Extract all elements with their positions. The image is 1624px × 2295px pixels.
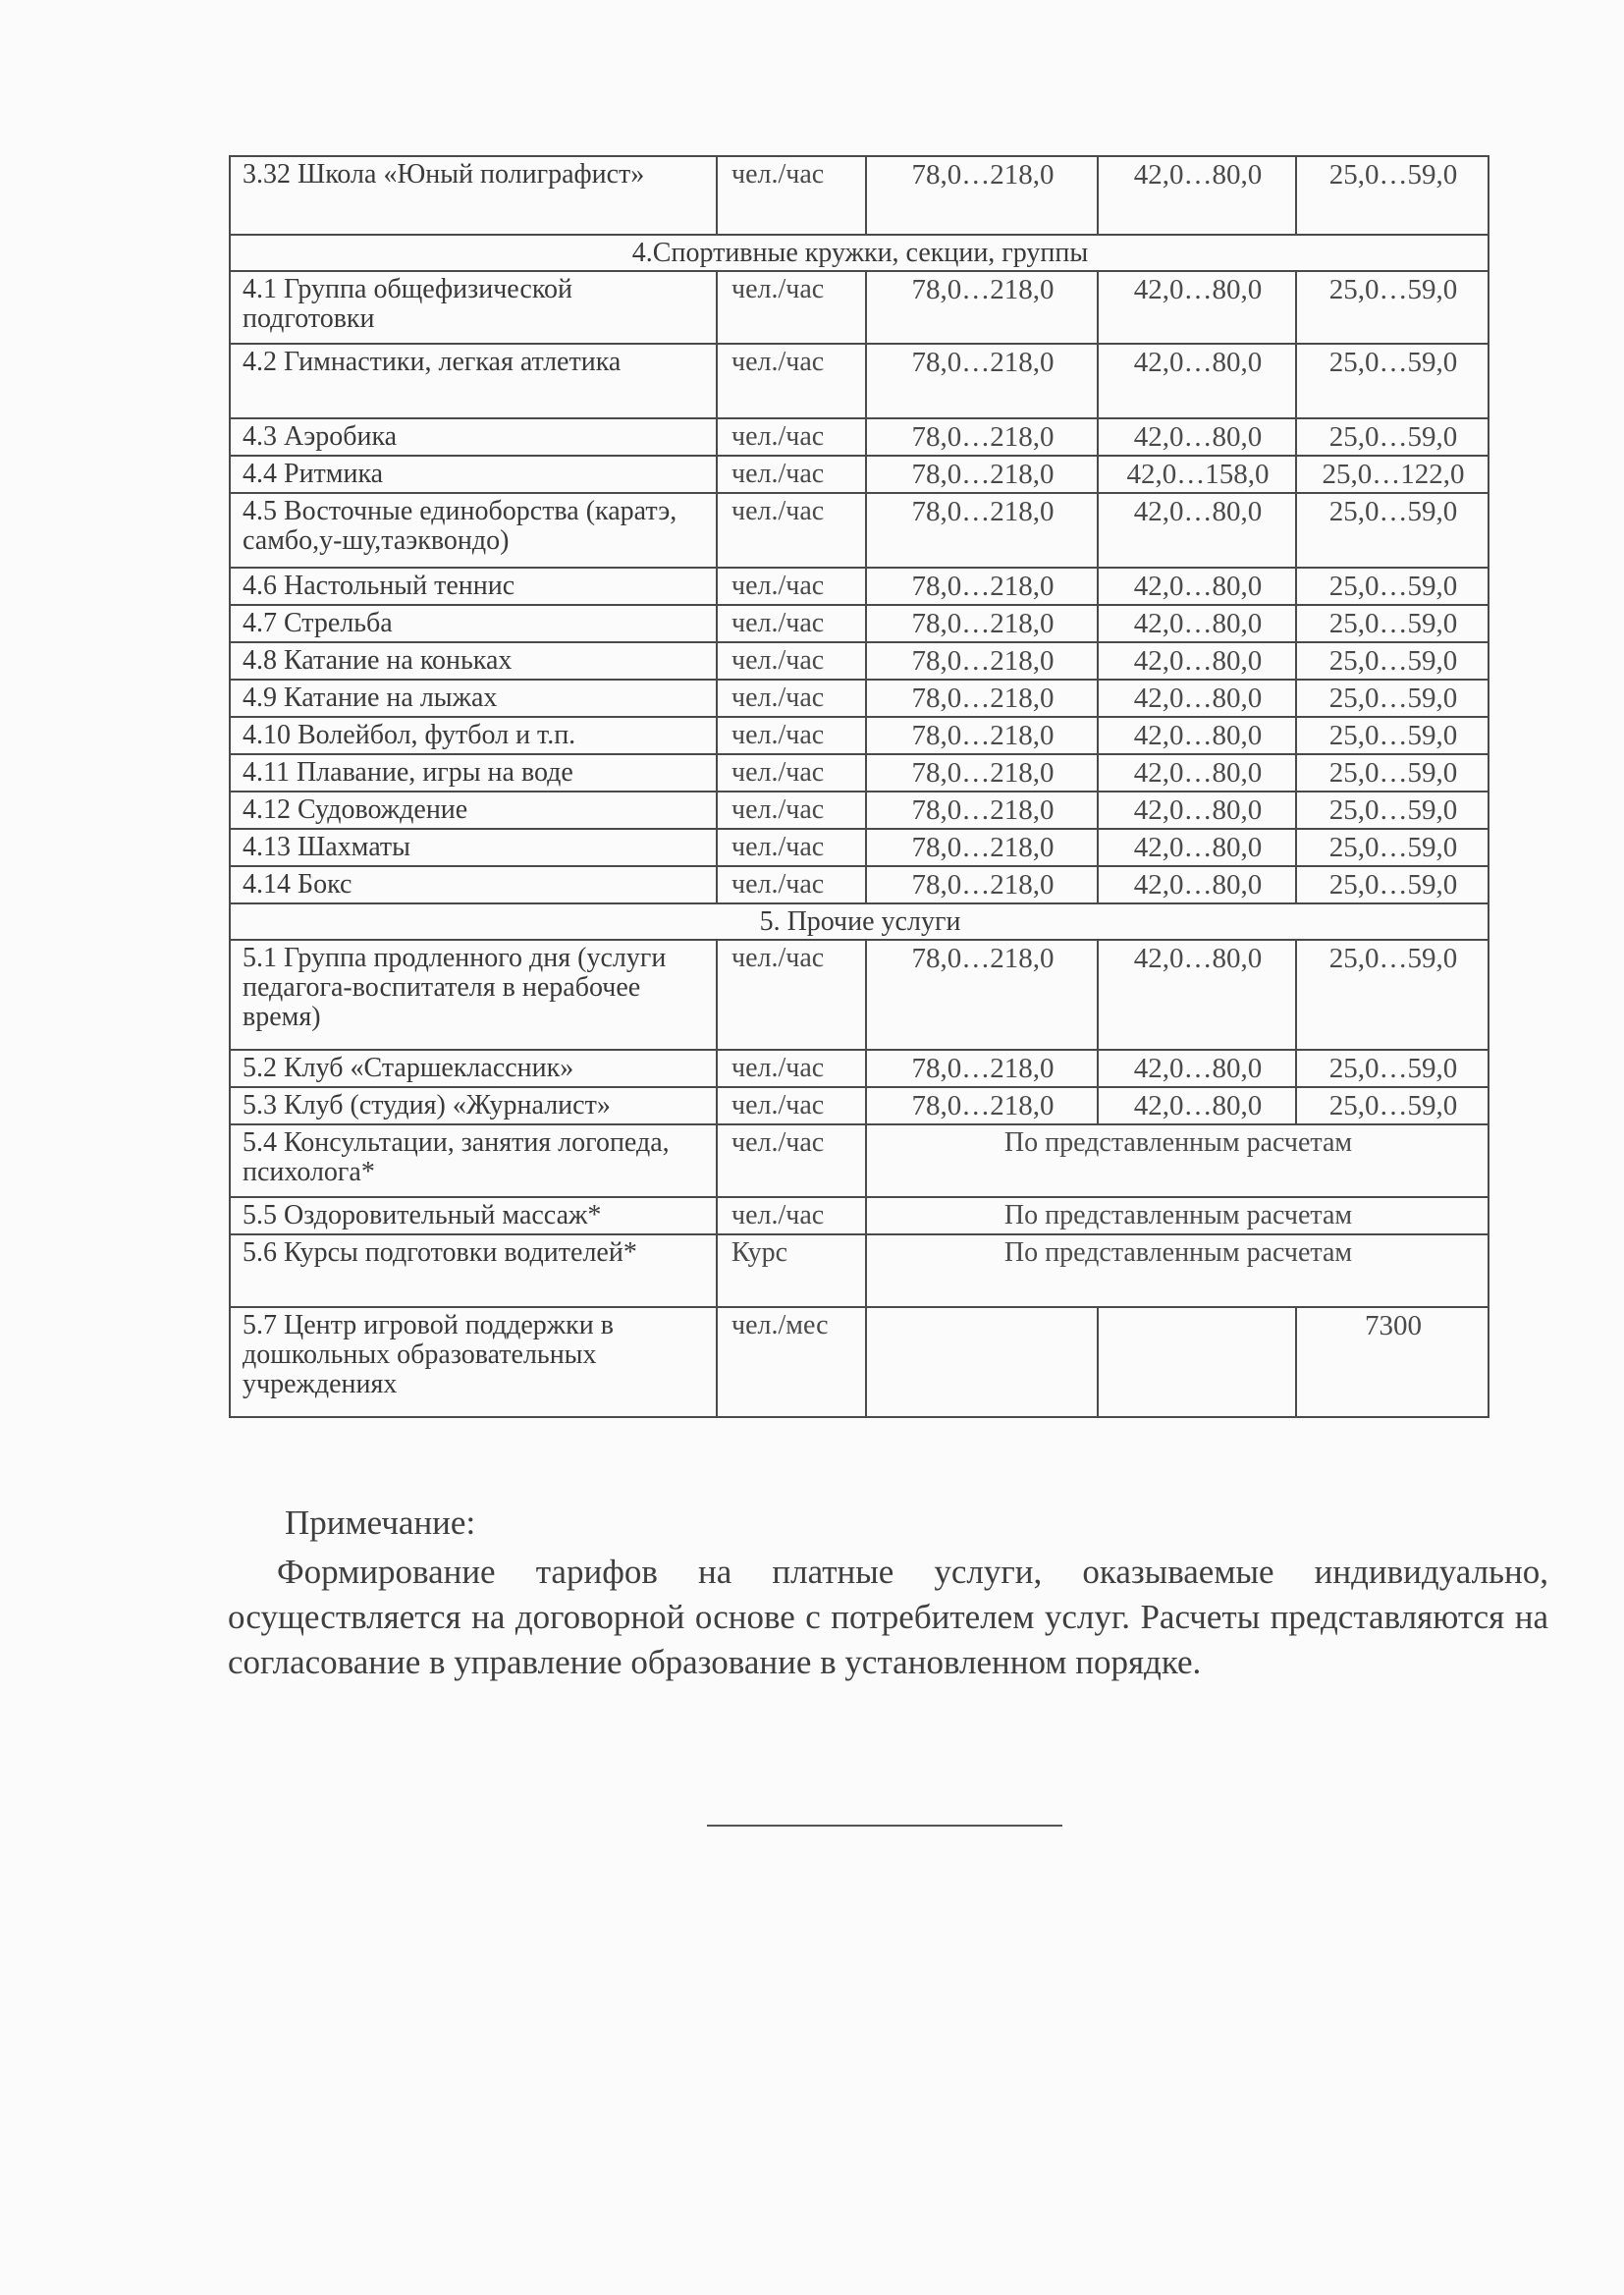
service-name: 4.13 Шахматы (230, 829, 717, 866)
service-name: 3.32 Школа «Юный полиграфист» (230, 156, 717, 235)
tariff-cell: 78,0…218,0 (866, 271, 1098, 344)
unit-cell: чел./час (717, 680, 866, 717)
unit-cell: чел./час (717, 344, 866, 418)
tariff-cell: 42,0…80,0 (1098, 717, 1296, 754)
tariff-cell: 42,0…80,0 (1098, 271, 1296, 344)
tariff-cell: 25,0…122,0 (1296, 456, 1489, 493)
note-text: Формирование тарифов на платные услуги, оказываемые индивидуально, осуществляется на договорной основе с потребителем услуг. Расчеты представляются на согласование в управление образование в установленном порядке. (228, 1553, 1548, 1681)
tariff-cell: 78,0…218,0 (866, 829, 1098, 866)
unit-cell: чел./час (717, 1087, 866, 1124)
service-name: 4.6 Настольный теннис (230, 568, 717, 605)
unit-cell: Курс (717, 1234, 866, 1307)
tariff-cell: 78,0…218,0 (866, 605, 1098, 642)
table-row (230, 456, 1489, 493)
tariff-cell: 25,0…59,0 (1296, 1050, 1489, 1087)
table-row (230, 1234, 1489, 1307)
tariff-table (229, 155, 1489, 1418)
tariff-cell: 25,0…59,0 (1296, 271, 1489, 344)
section-title: 4.Спортивные кружки, секции, группы (230, 235, 1489, 271)
tariff-cell: 25,0…59,0 (1296, 568, 1489, 605)
tariff-cell (1098, 1307, 1296, 1417)
table-row (230, 493, 1489, 568)
calc-note-cell: По представленным расчетам (866, 1197, 1489, 1234)
unit-cell: чел./час (717, 271, 866, 344)
unit-cell: чел./час (717, 1124, 866, 1197)
table-row (230, 1050, 1489, 1087)
table-row (230, 717, 1489, 754)
service-name: 5.3 Клуб (студия) «Журналист» (230, 1087, 717, 1124)
tariff-cell: 42,0…80,0 (1098, 568, 1296, 605)
signature-line (707, 1825, 1062, 1827)
tariff-cell: 25,0…59,0 (1296, 792, 1489, 829)
table-row (230, 1307, 1489, 1417)
table-row (230, 271, 1489, 344)
service-name: 4.10 Волейбол, футбол и т.п. (230, 717, 717, 754)
unit-cell: чел./час (717, 642, 866, 680)
table-row (230, 642, 1489, 680)
tariff-cell: 42,0…80,0 (1098, 1050, 1296, 1087)
table-row (230, 940, 1489, 1050)
service-name: 4.14 Бокс (230, 866, 717, 903)
table-row (230, 680, 1489, 717)
unit-cell: чел./час (717, 418, 866, 456)
tariff-cell: 25,0…59,0 (1296, 493, 1489, 568)
unit-cell: чел./час (717, 493, 866, 568)
tariff-cell: 25,0…59,0 (1296, 605, 1489, 642)
tariff-cell: 42,0…80,0 (1098, 829, 1296, 866)
tariff-cell: 42,0…80,0 (1098, 1087, 1296, 1124)
tariff-cell: 78,0…218,0 (866, 344, 1098, 418)
unit-cell: чел./час (717, 568, 866, 605)
tariff-cell: 25,0…59,0 (1296, 418, 1489, 456)
tariff-cell: 42,0…80,0 (1098, 344, 1296, 418)
unit-cell: чел./час (717, 829, 866, 866)
unit-cell: чел./час (717, 792, 866, 829)
unit-cell: чел./час (717, 940, 866, 1050)
unit-cell: чел./час (717, 456, 866, 493)
tariff-cell: 42,0…80,0 (1098, 418, 1296, 456)
service-name: 4.11 Плавание, игры на воде (230, 754, 717, 792)
unit-cell: чел./час (717, 156, 866, 235)
service-name: 4.1 Группа общефизической подготовки (230, 271, 717, 344)
tariff-cell: 7300 (1296, 1307, 1489, 1417)
tariff-cell: 25,0…59,0 (1296, 754, 1489, 792)
tariff-cell: 78,0…218,0 (866, 642, 1098, 680)
table-row (230, 792, 1489, 829)
service-name: 4.8 Катание на коньках (230, 642, 717, 680)
section4-body (230, 271, 1489, 903)
unit-cell: чел./час (717, 717, 866, 754)
unit-cell: чел./час (717, 605, 866, 642)
table-row (230, 605, 1489, 642)
service-name: 5.6 Курсы подготовки водителей* (230, 1234, 717, 1307)
calc-note-cell: По представленным расчетам (866, 1234, 1489, 1307)
service-name: 4.12 Судовождение (230, 792, 717, 829)
table-row (230, 568, 1489, 605)
tariff-cell: 42,0…80,0 (1098, 866, 1296, 903)
table-row (230, 1087, 1489, 1124)
tariff-cell (866, 1307, 1098, 1417)
section-header-row (230, 903, 1489, 940)
tariff-cell: 42,0…80,0 (1098, 792, 1296, 829)
tariff-cell: 42,0…80,0 (1098, 156, 1296, 235)
tariff-cell: 78,0…218,0 (866, 754, 1098, 792)
unit-cell: чел./час (717, 1050, 866, 1087)
tariff-cell: 25,0…59,0 (1296, 680, 1489, 717)
service-name: 4.2 Гимнастики, легкая атлетика (230, 344, 717, 418)
tariff-cell: 42,0…80,0 (1098, 940, 1296, 1050)
unit-cell: чел./час (717, 866, 866, 903)
service-name: 5.2 Клуб «Старшеклассник» (230, 1050, 717, 1087)
tariff-cell: 78,0…218,0 (866, 1050, 1098, 1087)
service-name: 5.4 Консультации, занятия логопеда, психолога* (230, 1124, 717, 1197)
tariff-cell: 78,0…218,0 (866, 940, 1098, 1050)
unit-cell: чел./мес (717, 1307, 866, 1417)
tariff-cell: 25,0…59,0 (1296, 344, 1489, 418)
service-name: 5.7 Центр игровой поддержки в дошкольных образовательных учреждениях (230, 1307, 717, 1417)
table-row (230, 156, 1489, 235)
unit-cell: чел./час (717, 754, 866, 792)
service-name: 4.7 Стрельба (230, 605, 717, 642)
section-title: 5. Прочие услуги (230, 903, 1489, 940)
calc-note-cell: По представленным расчетам (866, 1124, 1489, 1197)
unit-cell: чел./час (717, 1197, 866, 1234)
tariff-cell: 78,0…218,0 (866, 568, 1098, 605)
service-name: 4.9 Катание на лыжах (230, 680, 717, 717)
service-name: 4.4 Ритмика (230, 456, 717, 493)
tariff-cell: 42,0…158,0 (1098, 456, 1296, 493)
tariff-cell: 42,0…80,0 (1098, 680, 1296, 717)
section-header-row (230, 235, 1489, 271)
tariff-cell: 42,0…80,0 (1098, 642, 1296, 680)
tariff-cell: 25,0…59,0 (1296, 1087, 1489, 1124)
tariff-cell: 25,0…59,0 (1296, 829, 1489, 866)
tariff-cell: 42,0…80,0 (1098, 493, 1296, 568)
table-row (230, 418, 1489, 456)
table-row (230, 1197, 1489, 1234)
tariff-cell: 78,0…218,0 (866, 493, 1098, 568)
tariff-cell: 78,0…218,0 (866, 717, 1098, 754)
tariff-cell: 78,0…218,0 (866, 418, 1098, 456)
tariff-cell: 25,0…59,0 (1296, 642, 1489, 680)
table-row (230, 1124, 1489, 1197)
tariff-cell: 42,0…80,0 (1098, 754, 1296, 792)
tariff-cell: 78,0…218,0 (866, 680, 1098, 717)
service-name: 4.5 Восточные единоборства (каратэ, самбо,у-шу,таэквондо) (230, 493, 717, 568)
tariff-cell: 78,0…218,0 (866, 1087, 1098, 1124)
service-name: 4.3 Аэробика (230, 418, 717, 456)
section5-body (230, 940, 1489, 1124)
tariff-cell: 78,0…218,0 (866, 866, 1098, 903)
tariff-cell: 25,0…59,0 (1296, 866, 1489, 903)
tariff-cell: 25,0…59,0 (1296, 940, 1489, 1050)
tariff-cell: 25,0…59,0 (1296, 156, 1489, 235)
tariff-cell: 25,0…59,0 (1296, 717, 1489, 754)
service-name: 5.1 Группа продленного дня (услуги педагога-воспитателя в нерабочее время) (230, 940, 717, 1050)
tariff-cell: 78,0…218,0 (866, 792, 1098, 829)
note-title: Примечание: (285, 1503, 476, 1542)
table-row (230, 866, 1489, 903)
table-row (230, 344, 1489, 418)
tariff-cell: 42,0…80,0 (1098, 605, 1296, 642)
tariff-cell: 78,0…218,0 (866, 456, 1098, 493)
table-row (230, 754, 1489, 792)
service-name: 5.5 Оздоровительный массаж* (230, 1197, 717, 1234)
tariff-cell: 78,0…218,0 (866, 156, 1098, 235)
table-row (230, 829, 1489, 866)
